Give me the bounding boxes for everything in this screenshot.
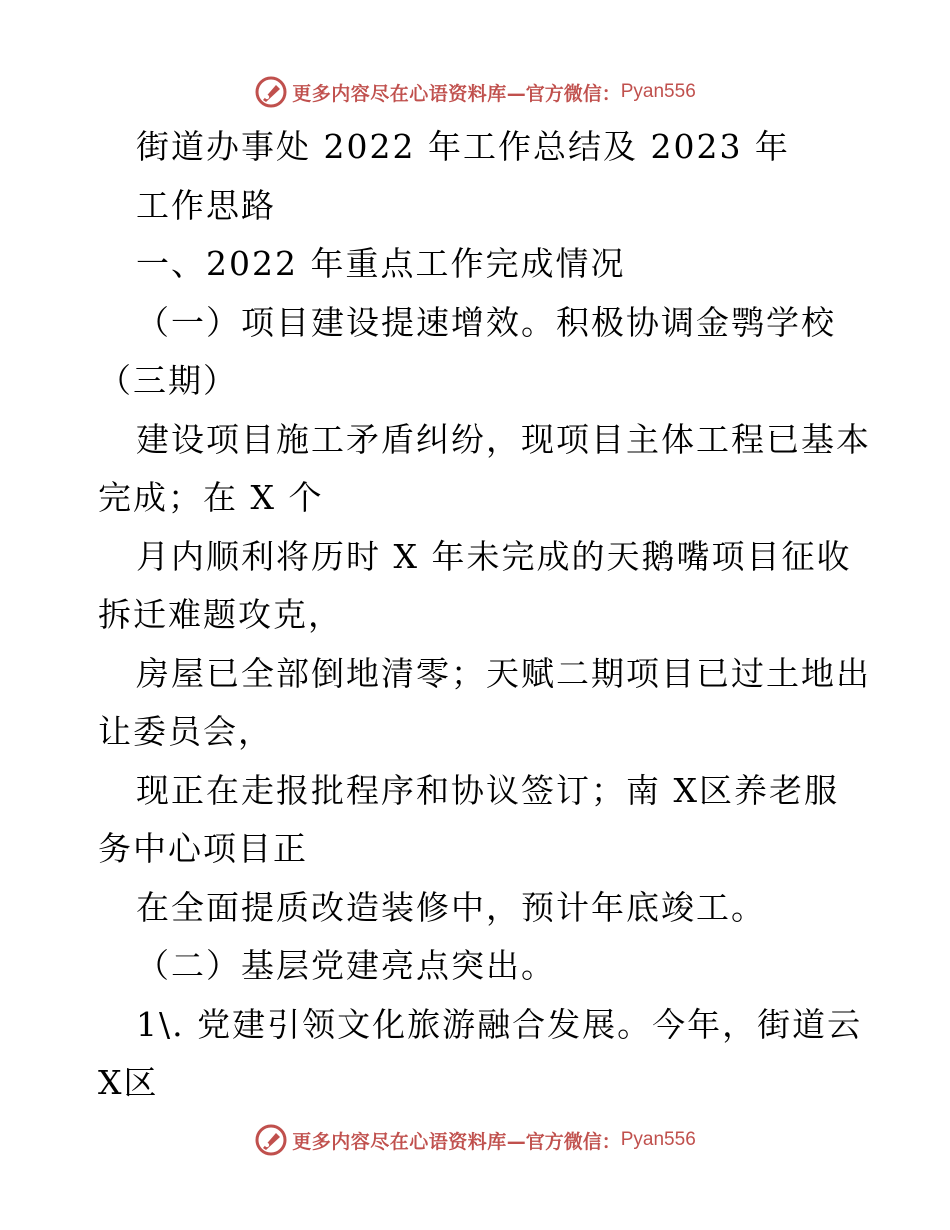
paragraph-line: 建设项目施工矛盾纠纷，现项目主体工程已基本 — [136, 419, 871, 459]
paragraph-line: 务中心项目正 — [98, 829, 308, 868]
section-heading-1: 一、2022 年重点工作完成情况 — [136, 244, 626, 283]
list-item-line: 1\. 党建引领文化旅游融合发展。今年，街道云 — [136, 1004, 863, 1044]
paragraph-line: X区 — [98, 1063, 159, 1102]
banner-text: 更多内容尽在心语资料库 — [292, 82, 507, 105]
pen-nib-logo-icon — [254, 75, 288, 109]
subsection-heading-1: （一）项目建设提速增效。积极协调金鹗学校 — [136, 302, 836, 342]
pen-nib-logo-icon — [254, 1123, 288, 1157]
paragraph-line: （三期） — [98, 361, 238, 400]
paragraph-line: 月内顺利将历时 X 年未完成的天鹅嘴项目征收 — [136, 536, 852, 576]
banner-separator: —官方微信： — [506, 82, 621, 105]
banner-wechat-id: Pyan556 — [620, 81, 696, 102]
doc-title-line-1: 街道办事处 2022 年工作总结及 2023 年 — [136, 127, 790, 166]
document-body — [98, 118, 871, 1113]
paragraph-line: 让委员会， — [98, 712, 273, 751]
subsection-heading-2: （二）基层党建亮点突出。 — [136, 946, 556, 985]
paragraph-line: 完成；在 X 个 — [98, 478, 324, 517]
header-watermark-banner — [0, 70, 950, 114]
paragraph-line: 现正在走报批程序和协议签订；南 X区养老服 — [136, 770, 839, 810]
banner-separator: —官方微信： — [506, 1130, 621, 1153]
paragraph-line: 房屋已全部倒地清零；天赋二期项目已过土地出 — [136, 653, 871, 693]
paragraph-line: 拆迁难题攻克， — [98, 595, 343, 634]
footer-watermark-banner — [0, 1118, 950, 1162]
doc-title-line-2: 工作思路 — [136, 185, 276, 225]
banner-wechat-id: Pyan556 — [620, 1129, 696, 1150]
paragraph-line: 在全面提质改造装修中，预计年底竣工。 — [136, 887, 766, 927]
banner-text: 更多内容尽在心语资料库 — [292, 1130, 507, 1153]
